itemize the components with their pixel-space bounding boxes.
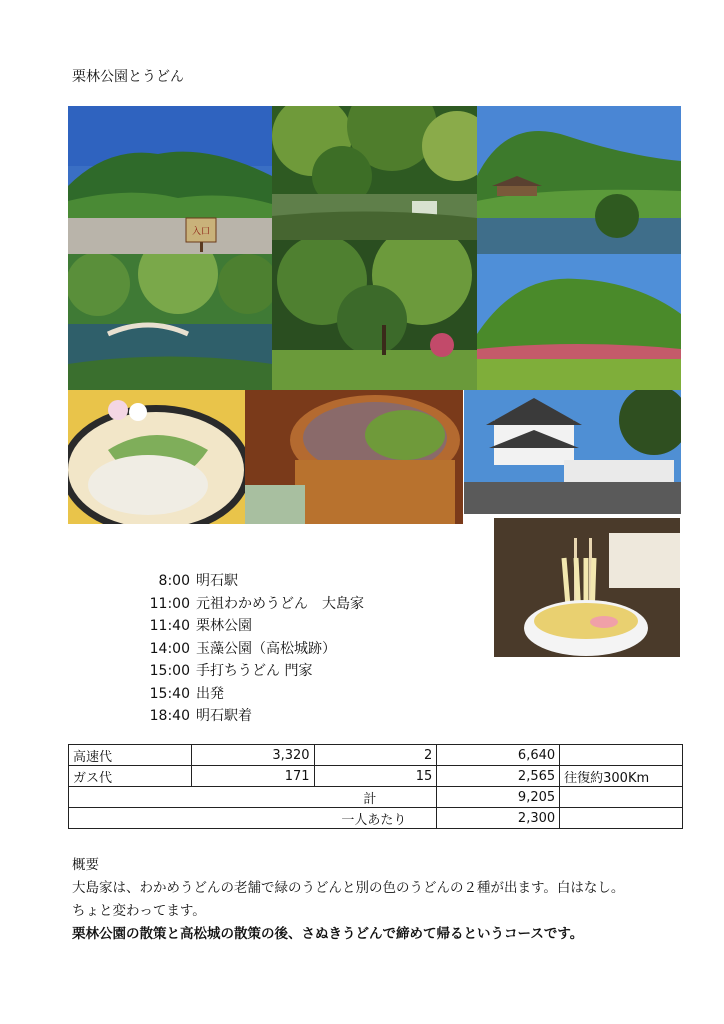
per-person-label: 一人あたり xyxy=(69,808,437,829)
schedule-item xyxy=(130,615,364,638)
cost-table xyxy=(68,744,683,829)
schedule-time: 15:00 xyxy=(149,663,190,679)
park-pond-teahouse-photo xyxy=(477,106,681,254)
schedule-place: 明石駅着 xyxy=(196,708,252,724)
summary-heading: 概要 xyxy=(72,857,99,873)
schedule-place: 明石駅 xyxy=(196,573,238,589)
total-label: 計 xyxy=(69,787,437,808)
park-entrance-photo xyxy=(68,106,272,254)
page-title: 栗林公園とうどん xyxy=(72,69,184,85)
cost-amount: 2,565 xyxy=(437,766,560,787)
park-forest-pond-photo xyxy=(272,106,477,240)
total-amount: 9,205 xyxy=(437,787,560,808)
udon-bowl-chopsticks-photo xyxy=(494,518,680,657)
green-udon-plate-photo xyxy=(68,390,245,524)
schedule-place: 玉藻公園（高松城跡） xyxy=(196,640,336,657)
table-row xyxy=(69,745,683,766)
schedule-list xyxy=(130,570,364,728)
park-trees-photo xyxy=(272,240,477,390)
schedule-time: 18:40 xyxy=(149,708,190,724)
park-hill-lawn-photo xyxy=(477,254,681,390)
cost-qty: 2 xyxy=(314,745,437,766)
cost-note: 往復約300Km xyxy=(560,766,683,787)
table-row xyxy=(69,766,683,787)
schedule-time: 11:00 xyxy=(149,595,190,612)
table-row xyxy=(69,808,683,829)
schedule-item xyxy=(130,683,364,706)
summary-line-bold: 栗林公園の散策と高松城の散策の後、さぬきうどんで締めて帰るというコースです。 xyxy=(72,926,584,942)
schedule-item xyxy=(130,593,364,616)
schedule-item xyxy=(130,705,364,728)
schedule-place: 栗林公園 xyxy=(196,618,252,634)
table-row xyxy=(69,787,683,808)
cost-qty: 15 xyxy=(314,766,437,787)
cost-label: ガス代 xyxy=(69,766,192,787)
schedule-place: 出発 xyxy=(196,685,224,702)
entrance-sign-text: 入口 xyxy=(191,227,211,237)
schedule-item xyxy=(130,570,364,593)
takamatsu-castle-photo xyxy=(464,390,681,514)
park-arched-bridge-photo xyxy=(68,254,272,390)
udon-tub-photo xyxy=(245,390,463,524)
cost-unit: 171 xyxy=(191,766,314,787)
cost-label: 高速代 xyxy=(69,745,192,766)
cost-unit: 3,320 xyxy=(191,745,314,766)
schedule-time: 11:40 xyxy=(149,618,190,634)
schedule-time: 8:00 xyxy=(158,573,190,589)
schedule-time: 15:40 xyxy=(149,685,190,702)
schedule-place: 手打ちうどん 門家 xyxy=(196,663,313,679)
per-person-amount: 2,300 xyxy=(437,808,560,829)
schedule-item xyxy=(130,638,364,661)
schedule-item xyxy=(130,660,364,683)
summary-line: 大島家は、わかめうどんの老舗で緑のうどんと別の色のうどんの２種が出ます。白はなし。 xyxy=(72,880,625,896)
schedule-time: 14:00 xyxy=(149,640,190,657)
cost-note xyxy=(560,745,683,766)
summary-line: ちょと変わってます。 xyxy=(72,903,206,919)
cost-amount: 6,640 xyxy=(437,745,560,766)
schedule-place: 元祖わかめうどん 大島家 xyxy=(196,595,364,612)
summary-section xyxy=(72,854,624,946)
